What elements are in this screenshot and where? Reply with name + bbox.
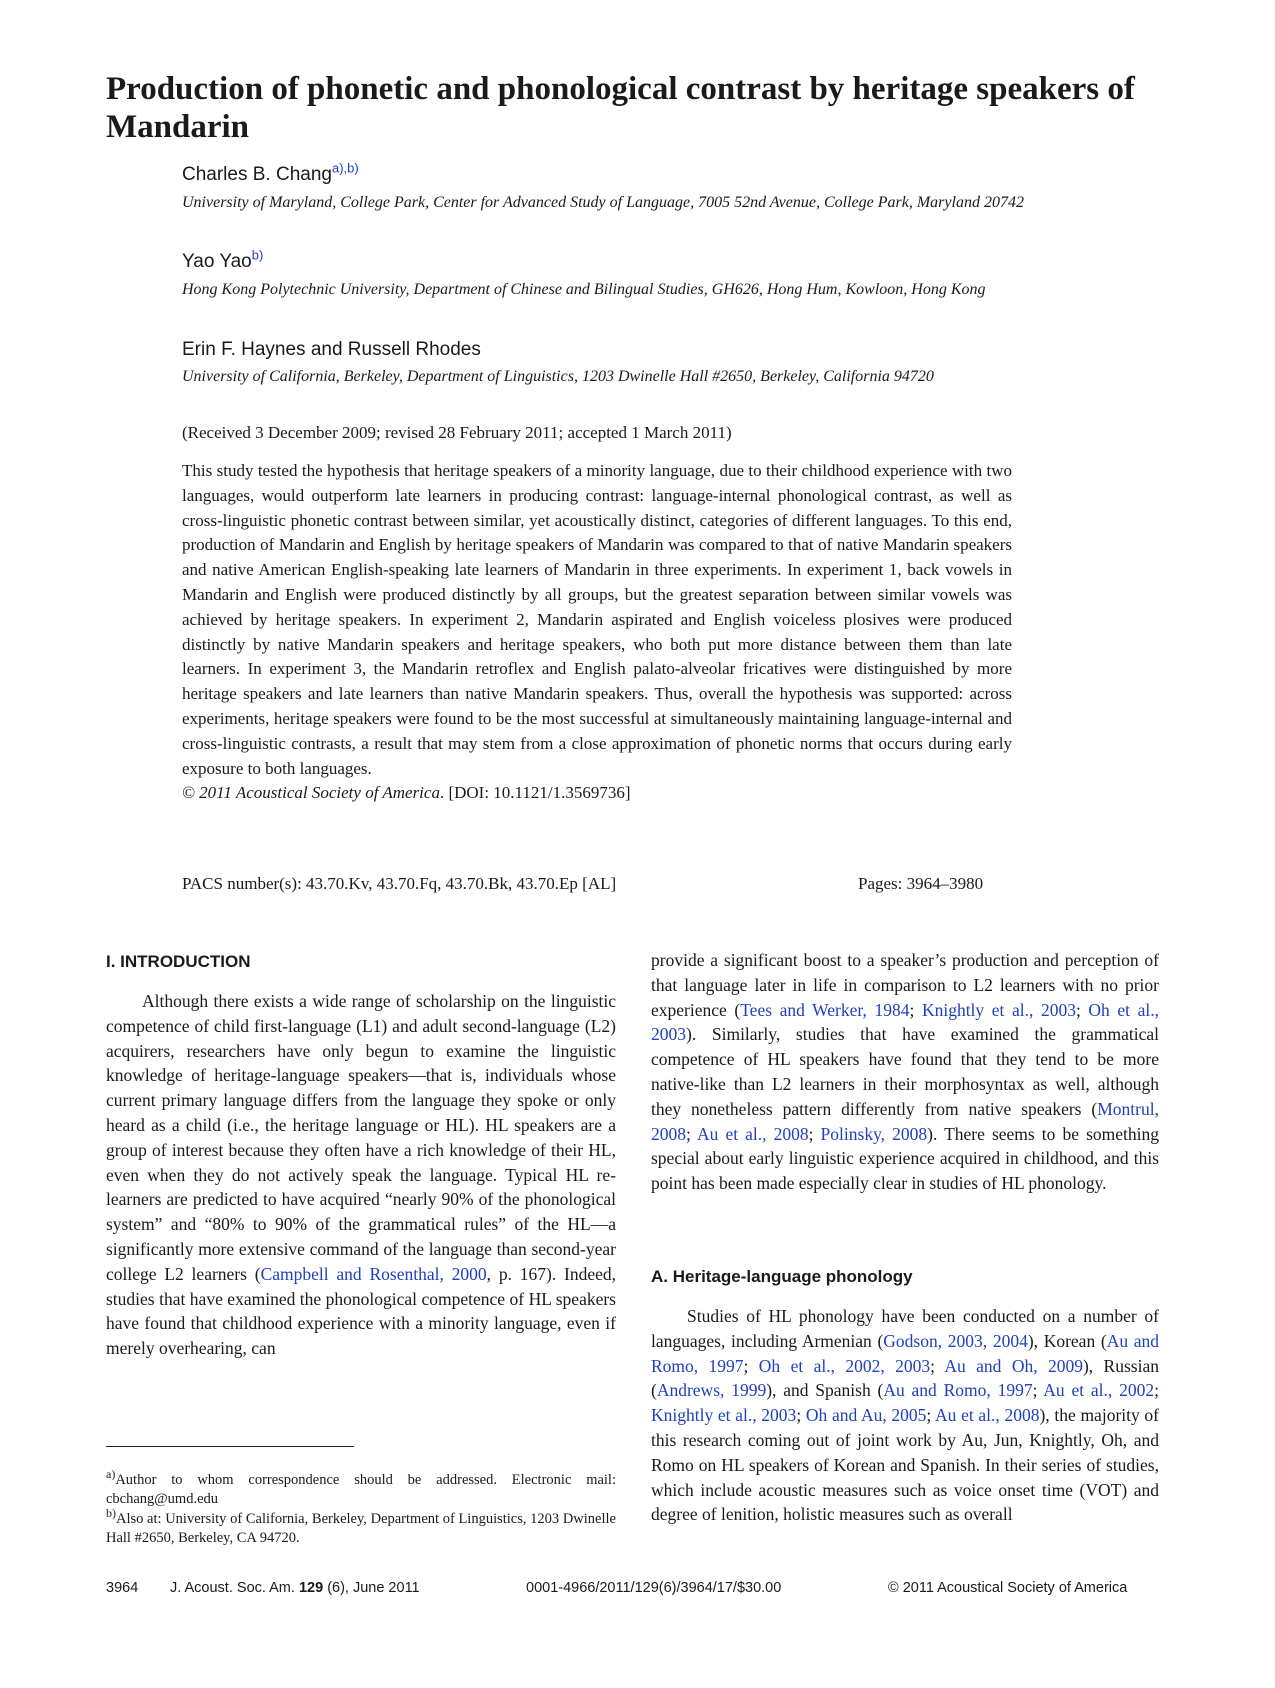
footnote-text: Also at: University of California, Berkeley, Department of Linguistics, 1203 Dwinelle Hall #2650, Berkeley, CA 94720. xyxy=(106,1511,616,1546)
footer-journal-name: J. Acoust. Soc. Am. xyxy=(170,1580,295,1596)
subsection-heading: A. Heritage-language phonology xyxy=(651,1267,913,1286)
footnote-divider xyxy=(106,1446,354,1447)
citation-link[interactable]: Au et al., 2002 xyxy=(1043,1380,1155,1401)
affiliation-yao: Hong Kong Polytechnic University, Department of Chinese and Bilingual Studies, GH626, Hong Hum, Kowloon, Hong Kong xyxy=(182,281,986,298)
body-column-left: Although there exists a wide range of scholarship on the linguistic competence of child first-language (L1) and adult second-language (L2) acquirers, researchers have only begun to examine the linguistic knowledge of heritage-language speakers—that is, individuals whose current primary language differs from the language they spoke or only heard as a child (i.e., the heritage language or HL). HL speakers are a group of interest because they often have a rich knowledge of their HL, even when they do not actively speak the language. Typical HL re-learners are predicted to have acquired “nearly 90% of the phonological system” and “80% to 90% of the grammatical rules” of the HL—a significantly more extensive command of the language than second-year college L2 learners (Campbell and Rosenthal, 2000, p. 167). Indeed, studies that have examined the phonological competence of HL speakers have found that childhood experience with a minority language, even if merely overhearing, can xyxy=(106,991,616,1359)
citation-link[interactable]: Au et al., 2008 xyxy=(935,1405,1040,1426)
abstract: This study tested the hypothesis that heritage speakers of a minority language, due to their childhood experience with two languages, would outperform late learners in producing contrast: language-internal phonological contrast, as well as cross-linguistic phonetic contrast between similar, yet acoustically distinct, categories of different languages. To this end, production of Mandarin and English by heritage speakers of Mandarin was compared to that of native Mandarin speakers and native American English-speaking late learners of Mandarin in three experiments. In experiment 1, back vowels in Mandarin and English were produced distinctly by all groups, but the greatest separation between similar vowels was achieved by heritage speakers. In experiment 2, Mandarin aspirated and English voiceless plosives were produced distinctly by native Mandarin speakers and heritage speakers, who both put more distance between them than late learners. In experiment 3, the Mandarin retroflex and English palato-alveolar fricatives were distinguished by more heritage speakers and late learners than native Mandarin speakers. Thus, overall the hypothesis was supported: across experiments, heritage speakers were found to be the most successful at simultaneously maintaining language-internal and cross-linguistic contrasts, a result that may stem from a close approximation of phonetic norms that occurs during early exposure to both languages. © 2011 Acoustical Society of America. [DOI: 10.1121/1.3569736] xyxy=(182,461,1012,803)
citation-link[interactable]: Polinsky, 2008 xyxy=(820,1123,928,1144)
citation-link[interactable]: Au and Oh, 2009 xyxy=(944,1355,1083,1376)
author-footnote-marks[interactable]: b) xyxy=(251,247,264,263)
footer-volume: 129 xyxy=(298,1580,324,1596)
body-column-right: provide a significant boost to a speaker’s production and perception of that language later in life in comparison to L2 learners with no prior experience (Tees and Werker, 1984; Knightly et al., 2003; Oh et al., 2003). Similarly, studies that have examined the grammatical competence of HL speakers have found that they tend to be more native-like than L2 learners in their morphosyntax as well, although they nonetheless pattern differently from native speakers (Montrul, 2008; Au et al., 2008; Polinsky, 2008). There seems to be something special about early linguistic experience acquired in childhood, and this point has been made especially clear in studies of HL phonology. xyxy=(651,950,1159,1194)
footnote-text: Author to whom correspondence should be addressed. Electronic mail: cbchang@umd.edu xyxy=(106,1472,616,1507)
citation-link[interactable]: Godson, 2003, 2004 xyxy=(883,1330,1028,1351)
body-column-right-continued: Studies of HL phonology have been conducted on a number of languages, including Armenian (Godson, 2003, 2004), Korean (Au and Romo, 1997; Oh et al., 2002, 2003; Au and Oh, 2009), Russian (Andrews, 1999), and Spanish (Au and Romo, 1997; Au et al., 2002; Knightly et al., 2003; Oh and Au, 2005; Au et al., 2008), the majority of this research coming out of joint work by Au, Jun, Knightly, Oh, and Romo on HL speakers of Korean and Spanish. In their series of studies, which include acoustic measures such as voice onset time (VOT) and degree of lenition, holistic measures such as overall xyxy=(651,1306,1160,1525)
footer-journal xyxy=(170,1580,420,1596)
citation-link[interactable]: Oh et al., 2002, 2003 xyxy=(758,1355,931,1376)
section-heading-introduction: I. INTRODUCTION xyxy=(106,952,251,971)
footnote-b xyxy=(106,1506,616,1547)
footnote-mark: a) xyxy=(106,1467,116,1482)
citation-link[interactable]: Montrul, 2008 xyxy=(651,1098,1159,1144)
citation-link[interactable]: Oh et al., 2003 xyxy=(651,999,1159,1045)
citation-link[interactable]: Tees and Werker, 1984 xyxy=(740,999,910,1020)
affiliation-haynes-rhodes: University of California, Berkeley, Department of Linguistics, 1203 Dwinelle Hall #2650, Berkeley, California 94720 xyxy=(182,368,934,385)
footer-issue: (6), June 2011 xyxy=(327,1580,420,1596)
received-dates: (Received 3 December 2009; revised 28 February 2011; accepted 1 March 2011) xyxy=(182,423,732,442)
author-haynes-rhodes: Erin F. Haynes and Russell Rhodes xyxy=(182,339,481,360)
author-yao xyxy=(182,247,264,273)
author-name: Charles B. Chang xyxy=(182,164,332,185)
abstract-copyright: © 2011 Acoustical Society of America xyxy=(182,783,440,803)
footer-copyright: © 2011 Acoustical Society of America xyxy=(888,1580,1128,1596)
citation-link[interactable]: Knightly et al., 2003 xyxy=(651,1405,797,1426)
author-chang xyxy=(182,160,359,186)
pacs-numbers: PACS number(s): 43.70.Kv, 43.70.Fq, 43.70.Bk, 43.70.Ep [AL] xyxy=(182,874,617,893)
footnote-a xyxy=(106,1467,616,1508)
citation-link[interactable]: Au and Romo, 1997 xyxy=(883,1380,1033,1401)
doi[interactable]: [DOI: 10.1121/1.3569736] xyxy=(448,783,631,803)
page-range: Pages: 3964–3980 xyxy=(858,874,984,893)
author-footnote-marks[interactable]: a),b) xyxy=(331,160,359,176)
footer-page-number: 3964 xyxy=(106,1580,139,1596)
footnote-mark: b) xyxy=(106,1506,116,1521)
paper-title: Production of phonetic and phonological contrast by heritage speakers of Mandarin xyxy=(106,71,1135,145)
citation-link[interactable]: Andrews, 1999 xyxy=(656,1380,767,1401)
affiliation-chang: University of Maryland, College Park, Center for Advanced Study of Language, 7005 52nd Avenue, College Park, Maryland 20742 xyxy=(182,194,1024,211)
citation-link[interactable]: Au et al., 2008 xyxy=(696,1123,809,1144)
citation-link[interactable]: Campbell and Rosenthal, 2000 xyxy=(260,1263,487,1284)
citation-link[interactable]: Oh and Au, 2005 xyxy=(805,1405,927,1426)
author-name: Yao Yao xyxy=(182,251,252,272)
footer-issn: 0001-4966/2011/129(6)/3964/17/$30.00 xyxy=(526,1580,782,1596)
abstract-text: This study tested the hypothesis that heritage speakers of a minority language, due to their childhood experience with two languages, would outperform late learners in producing contrast: language-internal phonological contrast, as well as cross-linguistic phonetic contrast between similar, yet acoustically distinct, categories of different languages. To this end, production of Mandarin and English by heritage speakers of Mandarin was compared to that of native Mandarin speakers and native American English-speaking late learners of Mandarin in three experiments. In experiment 1, back vowels in Mandarin and English were produced distinctly by all groups, but the greatest separation between similar vowels was achieved by heritage speakers. In experiment 2, Mandarin aspirated and English voiceless plosives were produced distinctly by native Mandarin speakers and heritage speakers, who both put more distance between them than late learners. In experiment 3, the Mandarin retroflex and English palato-alveolar fricatives were distinguished by more heritage speakers and late learners than native Mandarin speakers. Thus, overall the hypothesis was supported: across experiments, heritage speakers were found to be the most successful at simultaneously maintaining language-internal and cross-linguistic contrasts, a result that may stem from a close approximation of phonetic norms that occurs during early exposure to both languages. xyxy=(182,461,1012,778)
citation-link[interactable]: Au and Romo, 1997 xyxy=(651,1330,1160,1376)
citation-link[interactable]: Knightly et al., 2003 xyxy=(921,999,1076,1020)
